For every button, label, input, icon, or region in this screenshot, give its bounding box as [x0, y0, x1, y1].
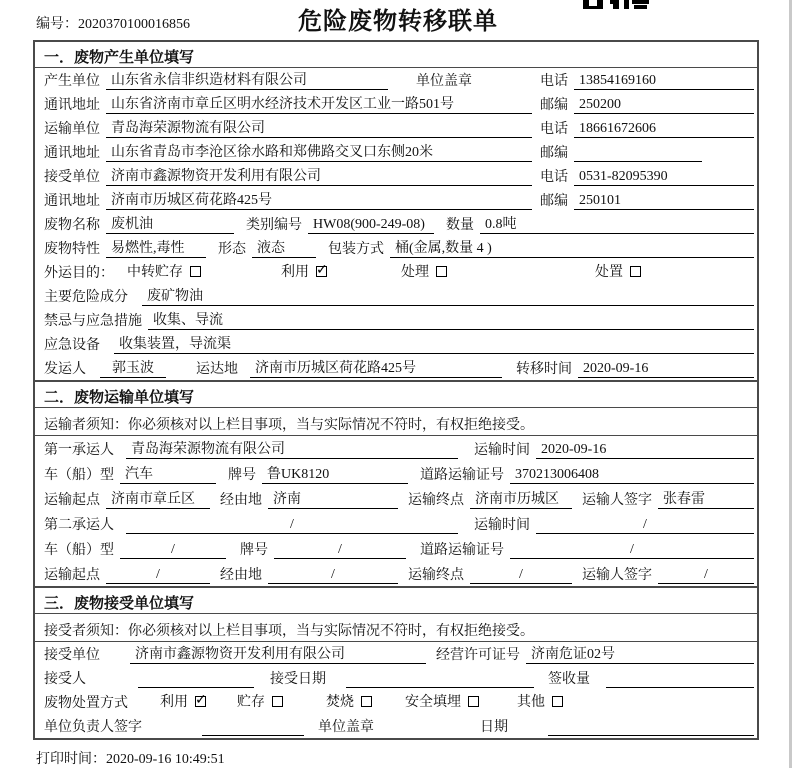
row-transporter	[35, 116, 757, 140]
phone-label: 电话	[540, 74, 568, 89]
receiver-phone-value: 0531-82095390	[574, 169, 754, 186]
disposal-option-incinerate	[326, 691, 372, 711]
option-label: 中转贮存	[127, 265, 183, 280]
row-shipper	[35, 356, 757, 380]
row-producer-address	[35, 92, 757, 116]
producer-value: 山东省永信非织造材料有限公司	[106, 69, 388, 90]
row-route1	[35, 486, 757, 511]
section-producer	[35, 42, 757, 380]
road-permit-label: 道路运输证号	[420, 468, 504, 483]
origin1-value: 济南市章丘区	[106, 488, 210, 509]
section2-title: 二．废物运输单位填写	[35, 382, 757, 408]
dispose-checkbox	[630, 266, 641, 277]
endpoint1-value: 济南市历城区	[470, 488, 572, 509]
transporter-sign-label: 运输人签字	[582, 568, 652, 583]
page-title: 危险废物转移联单	[298, 8, 498, 35]
address-label: 通讯地址	[44, 98, 100, 113]
via-label: 经由地	[220, 493, 262, 508]
endpoint2-value: /	[470, 567, 572, 584]
license-label: 经营许可证号	[436, 648, 520, 663]
via-label: 经由地	[220, 568, 262, 583]
purpose-option-dispose	[595, 261, 641, 281]
category-value: HW08(900-249-08)	[308, 217, 434, 234]
receiver-zip-value: 250101	[574, 193, 754, 210]
origin2-value: /	[106, 567, 210, 584]
transporter-sign2-value: /	[658, 567, 754, 584]
destination-value: 济南市历城区荷花路425号	[250, 357, 502, 378]
road-permit2-value: /	[510, 542, 754, 559]
unit-seal-label: 单位盖章	[416, 74, 472, 89]
transport-time1-value: 2020-09-16	[536, 442, 754, 459]
transporter-sign1-value: 张春雷	[658, 488, 754, 509]
purpose-option-utilize	[281, 261, 327, 281]
transport-time2-value: /	[536, 517, 754, 534]
measures-value: 收集、导流	[148, 309, 754, 330]
zip-label: 邮编	[540, 194, 568, 209]
responsible-sign-label: 单位负责人签字	[44, 720, 142, 735]
transport-time-label: 运输时间	[474, 443, 530, 458]
print-time	[36, 748, 225, 768]
packing-label: 包装方式	[328, 242, 384, 257]
document-number-label: 编号：	[36, 17, 78, 32]
destination-label: 运达地	[196, 362, 238, 377]
row-waste-trait	[35, 236, 757, 260]
receiver-address-value: 济南市历城区荷花路425号	[106, 189, 532, 210]
accept-date-value	[346, 671, 534, 688]
section-transporter	[35, 380, 757, 586]
print-time-value: 2020-09-16 10:49:51	[106, 752, 225, 767]
transporter-sign-label: 运输人签字	[582, 493, 652, 508]
section-receiver	[35, 586, 757, 738]
vehicle-label: 车（船）型	[44, 543, 114, 558]
manifest-form	[33, 40, 759, 740]
receiving-unit-value: 济南市鑫源物资开发利用有限公司	[130, 643, 426, 664]
row-vehicle1	[35, 461, 757, 486]
received-qty-value	[606, 671, 754, 688]
transporter-address-value: 山东省青岛市李沧区徐水路和郑佛路交叉口东侧20米	[106, 141, 532, 162]
address-label: 通讯地址	[44, 146, 100, 161]
endpoint-label: 运输终点	[408, 493, 464, 508]
equipment-value: 收集装置，导流渠	[114, 333, 754, 354]
producer-phone-group	[540, 70, 754, 90]
category-label: 类别编号	[246, 218, 302, 233]
plate2-value: /	[274, 542, 406, 559]
waste-name-label: 废物名称	[44, 218, 100, 233]
row-vehicle2	[35, 536, 757, 561]
plate1-value: 鲁UK8120	[262, 463, 408, 484]
row-carrier2	[35, 511, 757, 536]
receiver-notice: 接受者须知：你必须核对以上栏目事项，当与实际情况不符时，有权拒绝接受。	[35, 614, 757, 642]
packing-value: 桶(金属,数量 4 )	[390, 237, 754, 258]
date-value	[548, 719, 754, 736]
trait-value: 易燃性,毒性	[106, 237, 206, 258]
shipper-label: 发运人	[44, 362, 86, 377]
option-label: 利用	[281, 265, 309, 280]
document-number-value: 2020370100016856	[78, 17, 190, 32]
transporter-phone-value: 18661672606	[574, 121, 754, 138]
row-responsible-sign	[35, 714, 757, 738]
option-label: 利用	[160, 695, 188, 710]
transporter-phone-group	[540, 118, 754, 138]
row-carrier1	[35, 436, 757, 461]
disposal-label: 废物处置方式	[44, 696, 128, 711]
shipper-value: 郭玉波	[100, 357, 166, 378]
quantity-label: 数量	[446, 218, 474, 233]
date-label: 日期	[480, 720, 508, 735]
section3-title: 三．废物接受单位填写	[35, 588, 757, 614]
row-measures	[35, 308, 757, 332]
row-waste-name	[35, 212, 757, 236]
endpoint-label: 运输终点	[408, 568, 464, 583]
producer-phone-value: 13854169160	[574, 73, 754, 90]
origin-label: 运输起点	[44, 568, 100, 583]
form-value: 液态	[252, 237, 316, 258]
measures-label: 禁忌与应急措施	[44, 314, 142, 329]
landfill-checkbox	[468, 696, 479, 707]
disposal-option-utilize	[160, 691, 206, 711]
receiver-zip-group	[540, 190, 754, 210]
equipment-label: 应急设备	[44, 338, 100, 353]
treat-checkbox	[436, 266, 447, 277]
option-label: 贮存	[237, 695, 265, 710]
page-edge-divider	[789, 0, 792, 768]
row-transporter-address	[35, 140, 757, 164]
origin-label: 运输起点	[44, 493, 100, 508]
transfer-storage-checkbox	[190, 266, 201, 277]
phone-label: 电话	[540, 122, 568, 137]
transporter-notice: 运输者须知：你必须核对以上栏目事项，当与实际情况不符时，有权拒绝接受。	[35, 408, 757, 436]
option-label: 焚烧	[326, 695, 354, 710]
disposal-option-landfill	[405, 691, 479, 711]
receiving-unit-label: 接受单位	[44, 648, 100, 663]
carrier2-value: /	[126, 517, 458, 534]
waste-name-value: 废机油	[106, 213, 234, 234]
phone-label: 电话	[540, 170, 568, 185]
receiver-phone-group	[540, 166, 754, 186]
zip-label: 邮编	[540, 98, 568, 113]
option-label: 处置	[595, 265, 623, 280]
row-receiver-address	[35, 188, 757, 212]
unit-seal-label: 单位盖章	[318, 720, 374, 735]
form-label: 形态	[218, 242, 246, 257]
section1-title: 一．废物产生单位填写	[35, 42, 757, 68]
via1-value: 济南	[268, 488, 398, 509]
transporter-value: 青岛海荣源物流有限公司	[106, 117, 532, 138]
option-label: 安全填埋	[405, 695, 461, 710]
receiver-value: 济南市鑫源物资开发利用有限公司	[106, 165, 532, 186]
purpose-option-treat	[401, 261, 447, 281]
carrier1-label: 第一承运人	[44, 443, 114, 458]
row-receiving-unit	[35, 642, 757, 666]
purpose-label: 外运目的：	[44, 266, 114, 281]
quantity-value: 0.8吨	[480, 213, 754, 234]
zip-label: 邮编	[540, 146, 568, 161]
storage-checkbox	[272, 696, 283, 707]
option-label: 处理	[401, 265, 429, 280]
print-time-label: 打印时间：	[36, 752, 106, 767]
row-receiver	[35, 164, 757, 188]
option-label: 其他	[517, 695, 545, 710]
via2-value: /	[268, 567, 398, 584]
row-disposal	[35, 690, 757, 714]
transporter-label: 运输单位	[44, 122, 100, 137]
vehicle1-value: 汽车	[120, 463, 216, 484]
row-hazard	[35, 284, 757, 308]
acceptor-label: 接受人	[44, 672, 86, 687]
hazard-label: 主要危险成分	[44, 290, 128, 305]
accept-date-label: 接受日期	[270, 672, 326, 687]
row-producer	[35, 68, 757, 92]
receiver-label: 接受单位	[44, 170, 100, 185]
utilize-checkbox	[316, 266, 327, 277]
producer-zip-group	[540, 94, 754, 114]
row-equipment	[35, 332, 757, 356]
transfer-time-value: 2020-09-16	[578, 361, 754, 378]
row-acceptor	[35, 666, 757, 690]
row-route2	[35, 561, 757, 586]
trait-label: 废物特性	[44, 242, 100, 257]
purpose-option-transfer-storage	[127, 261, 201, 281]
incinerate-checkbox	[361, 696, 372, 707]
transporter-zip-group	[540, 142, 754, 162]
qr-code-fragment-icon	[583, 0, 655, 9]
carrier1-value: 青岛海荣源物流有限公司	[126, 438, 458, 459]
row-purpose	[35, 260, 757, 284]
plate-label: 牌号	[228, 468, 256, 483]
responsible-sign-value	[202, 719, 304, 736]
transport-time-label: 运输时间	[474, 518, 530, 533]
address-label: 通讯地址	[44, 194, 100, 209]
other-checkbox	[552, 696, 563, 707]
license-value: 济南危证02号	[526, 643, 754, 664]
producer-zip-value: 250200	[574, 97, 754, 114]
transporter-zip-value	[574, 145, 702, 162]
producer-label: 产生单位	[44, 74, 100, 89]
road-permit1-value: 370213006408	[510, 467, 754, 484]
transfer-time-label: 转移时间	[516, 362, 572, 377]
carrier2-label: 第二承运人	[44, 518, 114, 533]
disposal-option-storage	[237, 691, 283, 711]
acceptor-value	[138, 671, 254, 688]
producer-address-value: 山东省济南市章丘区明水经济技术开发区工业一路501号	[106, 93, 532, 114]
plate-label: 牌号	[240, 543, 268, 558]
vehicle2-value: /	[120, 542, 226, 559]
road-permit-label: 道路运输证号	[420, 543, 504, 558]
vehicle-label: 车（船）型	[44, 468, 114, 483]
hazard-value: 废矿物油	[142, 285, 754, 306]
utilize-checkbox	[195, 696, 206, 707]
disposal-option-other	[517, 691, 563, 711]
received-qty-label: 签收量	[548, 672, 590, 687]
